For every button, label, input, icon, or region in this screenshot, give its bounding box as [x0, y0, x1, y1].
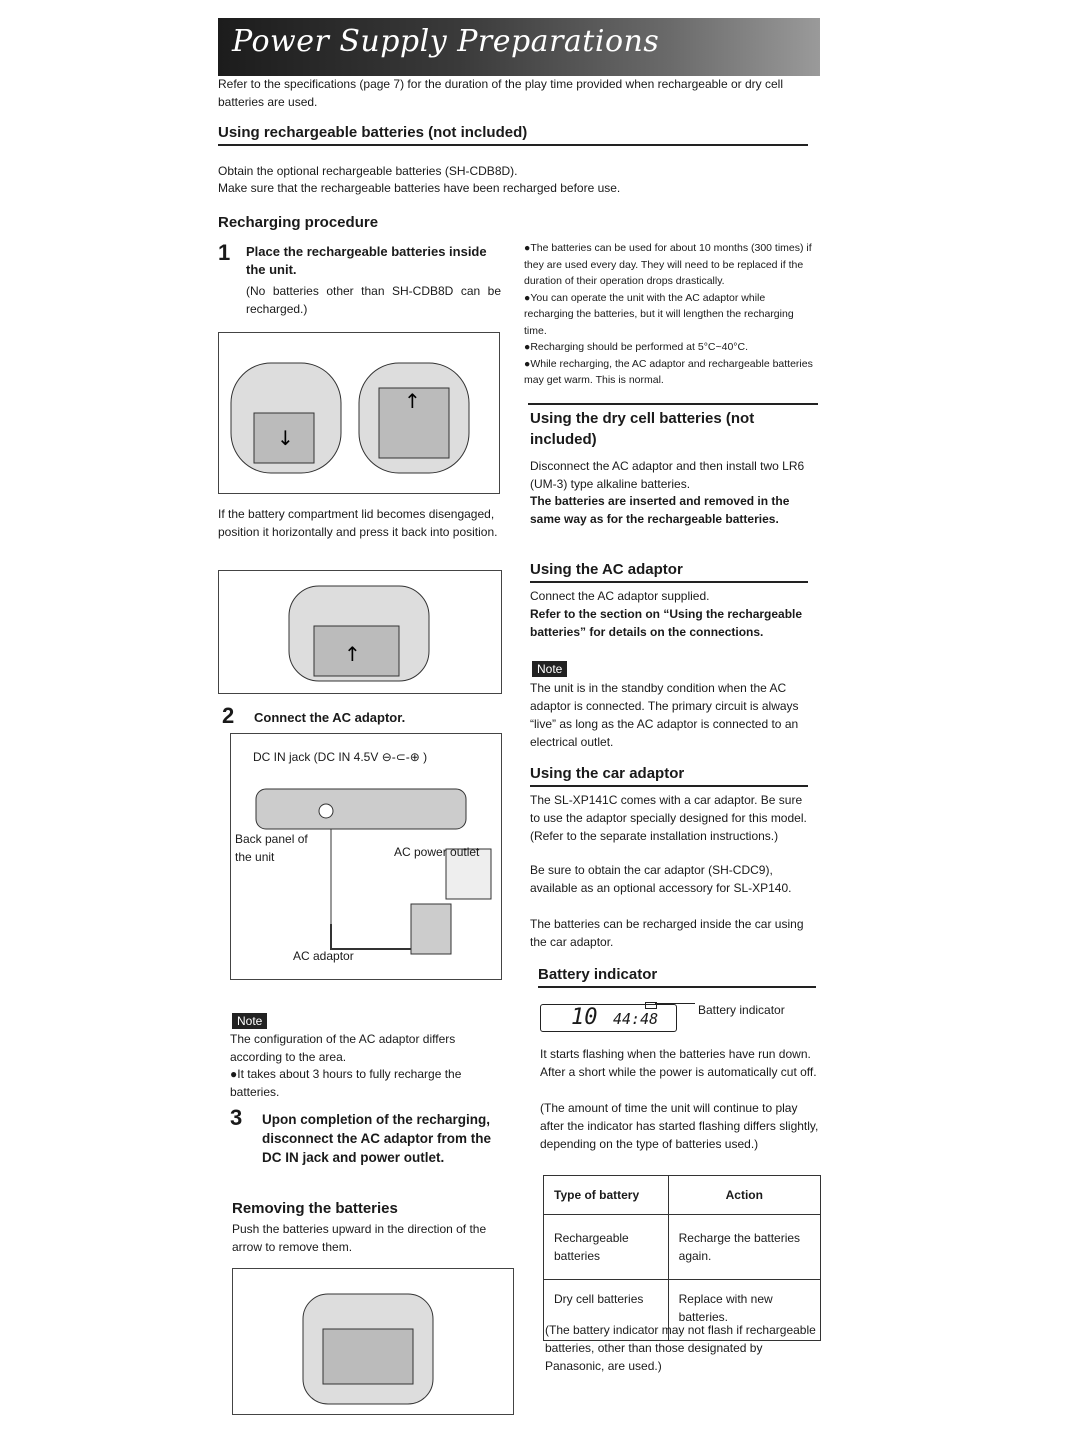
table-cell: Rechargeable batteries [544, 1215, 669, 1280]
back-panel-label: Back panel of the unit [235, 832, 308, 864]
divider [528, 403, 818, 405]
battery-indicator-label: Battery indicator [698, 1003, 785, 1017]
car-text-3: The batteries can be recharged inside the car using the car adaptor. [530, 917, 804, 949]
removing-text: Push the batteries upward in the direction of the arrow to remove them. [232, 1222, 487, 1254]
intro-text: Refer to the specifications (page 7) for the duration of the play time provided when rechargeable or dry cell batteries are used. [218, 77, 783, 109]
table-header: Action [668, 1176, 820, 1215]
heading-rechargeable: Using rechargeable batteries (not included) [218, 124, 808, 146]
figure-insert-batteries [218, 332, 500, 494]
ac-adaptor-label: AC adaptor [293, 949, 354, 963]
ac-text: Connect the AC adaptor supplied. [530, 589, 710, 603]
heading-battery-indicator: Battery indicator [538, 966, 816, 988]
battery-text-1: It starts flashing when the batteries have run down. After a short while the power is automatically cut off. [540, 1047, 817, 1079]
table-header: Type of battery [544, 1176, 669, 1215]
lcd-time: 44:48 [613, 1010, 659, 1028]
heading-ac-adaptor: Using the AC adaptor [530, 561, 808, 583]
step-1-number: 1 [218, 240, 231, 265]
ac-bold-text: Refer to the section on “Using the rechargeable batteries” for details on the connections. [530, 607, 803, 639]
battery-action-table [543, 1175, 821, 1341]
step-3-number: 3 [230, 1105, 243, 1130]
table-cell: Recharge the batteries again. [668, 1215, 820, 1280]
heading-removing-batteries: Removing the batteries [232, 1200, 398, 1217]
figure-remove-batteries [232, 1268, 514, 1415]
bullet-item: ●While recharging, the AC adaptor and rechargeable batteries may get warm. This is normal. [524, 357, 813, 386]
lcd-display [540, 1004, 677, 1032]
ac-note: The unit is in the standby condition when the AC adaptor is connected. The primary circuit is always “live” as long as the AC adaptor is connected to an electrical outlet. [530, 681, 799, 749]
indicator-leader-line [655, 1003, 695, 1004]
svg-text:↑: ↑ [404, 389, 421, 413]
battery-text-2: (The amount of time the unit will continue to play after the indicator has started flashing differs slightly, depending on the type of batteries used.) [540, 1101, 819, 1151]
recharge-bullets [524, 240, 816, 389]
table-row [544, 1215, 821, 1280]
figure-ac-adaptor [230, 733, 502, 980]
remove-batteries-illustration-icon [233, 1269, 513, 1414]
battery-footer: (The battery indicator may not flash if rechargeable batteries, other than those designated by Panasonic, are used.) [545, 1323, 816, 1373]
dc-in-label: DC IN jack (DC IN 4.5V ⊖-⊂-⊕ ) [253, 750, 428, 764]
step-3-text: Upon completion of the recharging, disconnect the AC adaptor from the DC IN jack and power outlet. [262, 1112, 492, 1165]
title-banner [218, 18, 820, 76]
table-cell: Dry cell batteries [544, 1280, 669, 1341]
ac-outlet-label: AC power outlet [394, 845, 480, 859]
svg-text:↑: ↑ [344, 642, 361, 666]
page-title: Power Supply Preparations [232, 24, 660, 59]
step-1-text: Place the rechargeable batteries inside the unit. [246, 244, 487, 277]
make-sure-text: Make sure that the rechargeable batteries have been recharged before use. [218, 181, 621, 195]
table-cell: Replace with new batteries. [668, 1280, 820, 1341]
lid-text: If the battery compartment lid becomes disengaged, position it horizontally and press it back into position. [218, 507, 498, 539]
table-header-row [544, 1176, 821, 1215]
dry-bold-text: The batteries are inserted and removed in the same way as for the rechargeable batteries. [530, 494, 790, 526]
note-recharge-time: ●It takes about 3 hours to fully recharge the batteries. [230, 1067, 462, 1099]
dry-text: Disconnect the AC adaptor and then install two LR6 (UM-3) type alkaline batteries. [530, 459, 805, 491]
figure-battery-lid [218, 570, 502, 694]
step-2-number: 2 [222, 703, 235, 728]
step-2-text: Connect the AC adaptor. [254, 710, 406, 725]
battery-lid-illustration-icon [219, 571, 501, 693]
heading-recharging-procedure: Recharging procedure [218, 214, 379, 231]
unit-illustration-icon [219, 333, 499, 493]
bullet-item: ●You can operate the unit with the AC adaptor while recharging the batteries, but it will lengthen the recharging time. [524, 291, 794, 337]
ac-adaptor-illustration-icon [231, 774, 501, 974]
note-badge: Note [232, 1013, 267, 1029]
obtain-text: Obtain the optional rechargeable batteries (SH-CDB8D). [218, 164, 518, 178]
bullet-item: ●Recharging should be performed at 5°C~40°C. [524, 341, 748, 353]
heading-car-adaptor: Using the car adaptor [530, 765, 808, 787]
note-adaptor-config: The configuration of the AC adaptor differs according to the area. [230, 1032, 456, 1064]
car-text-2: Be sure to obtain the car adaptor (SH-CDC9), available as an optional accessory for SL-XP140. [530, 863, 792, 895]
svg-text:↓: ↓ [277, 426, 294, 450]
note-badge: Note [532, 661, 567, 677]
heading-dry-cell: Using the dry cell batteries (not included) [530, 410, 755, 448]
lcd-track: 10 [571, 1005, 598, 1030]
car-text-1: The SL-XP141C comes with a car adaptor. Be sure to use the adaptor specially designed for this model. (Refer to the separate installation instructions.) [530, 793, 807, 843]
step-1-note: (No batteries other than SH-CDB8D can be recharged.) [246, 284, 501, 316]
bullet-item: ●The batteries can be used for about 10 months (300 times) if they are used every day. They will need to be replaced if the duration of their operation drops drastically. [524, 242, 812, 287]
